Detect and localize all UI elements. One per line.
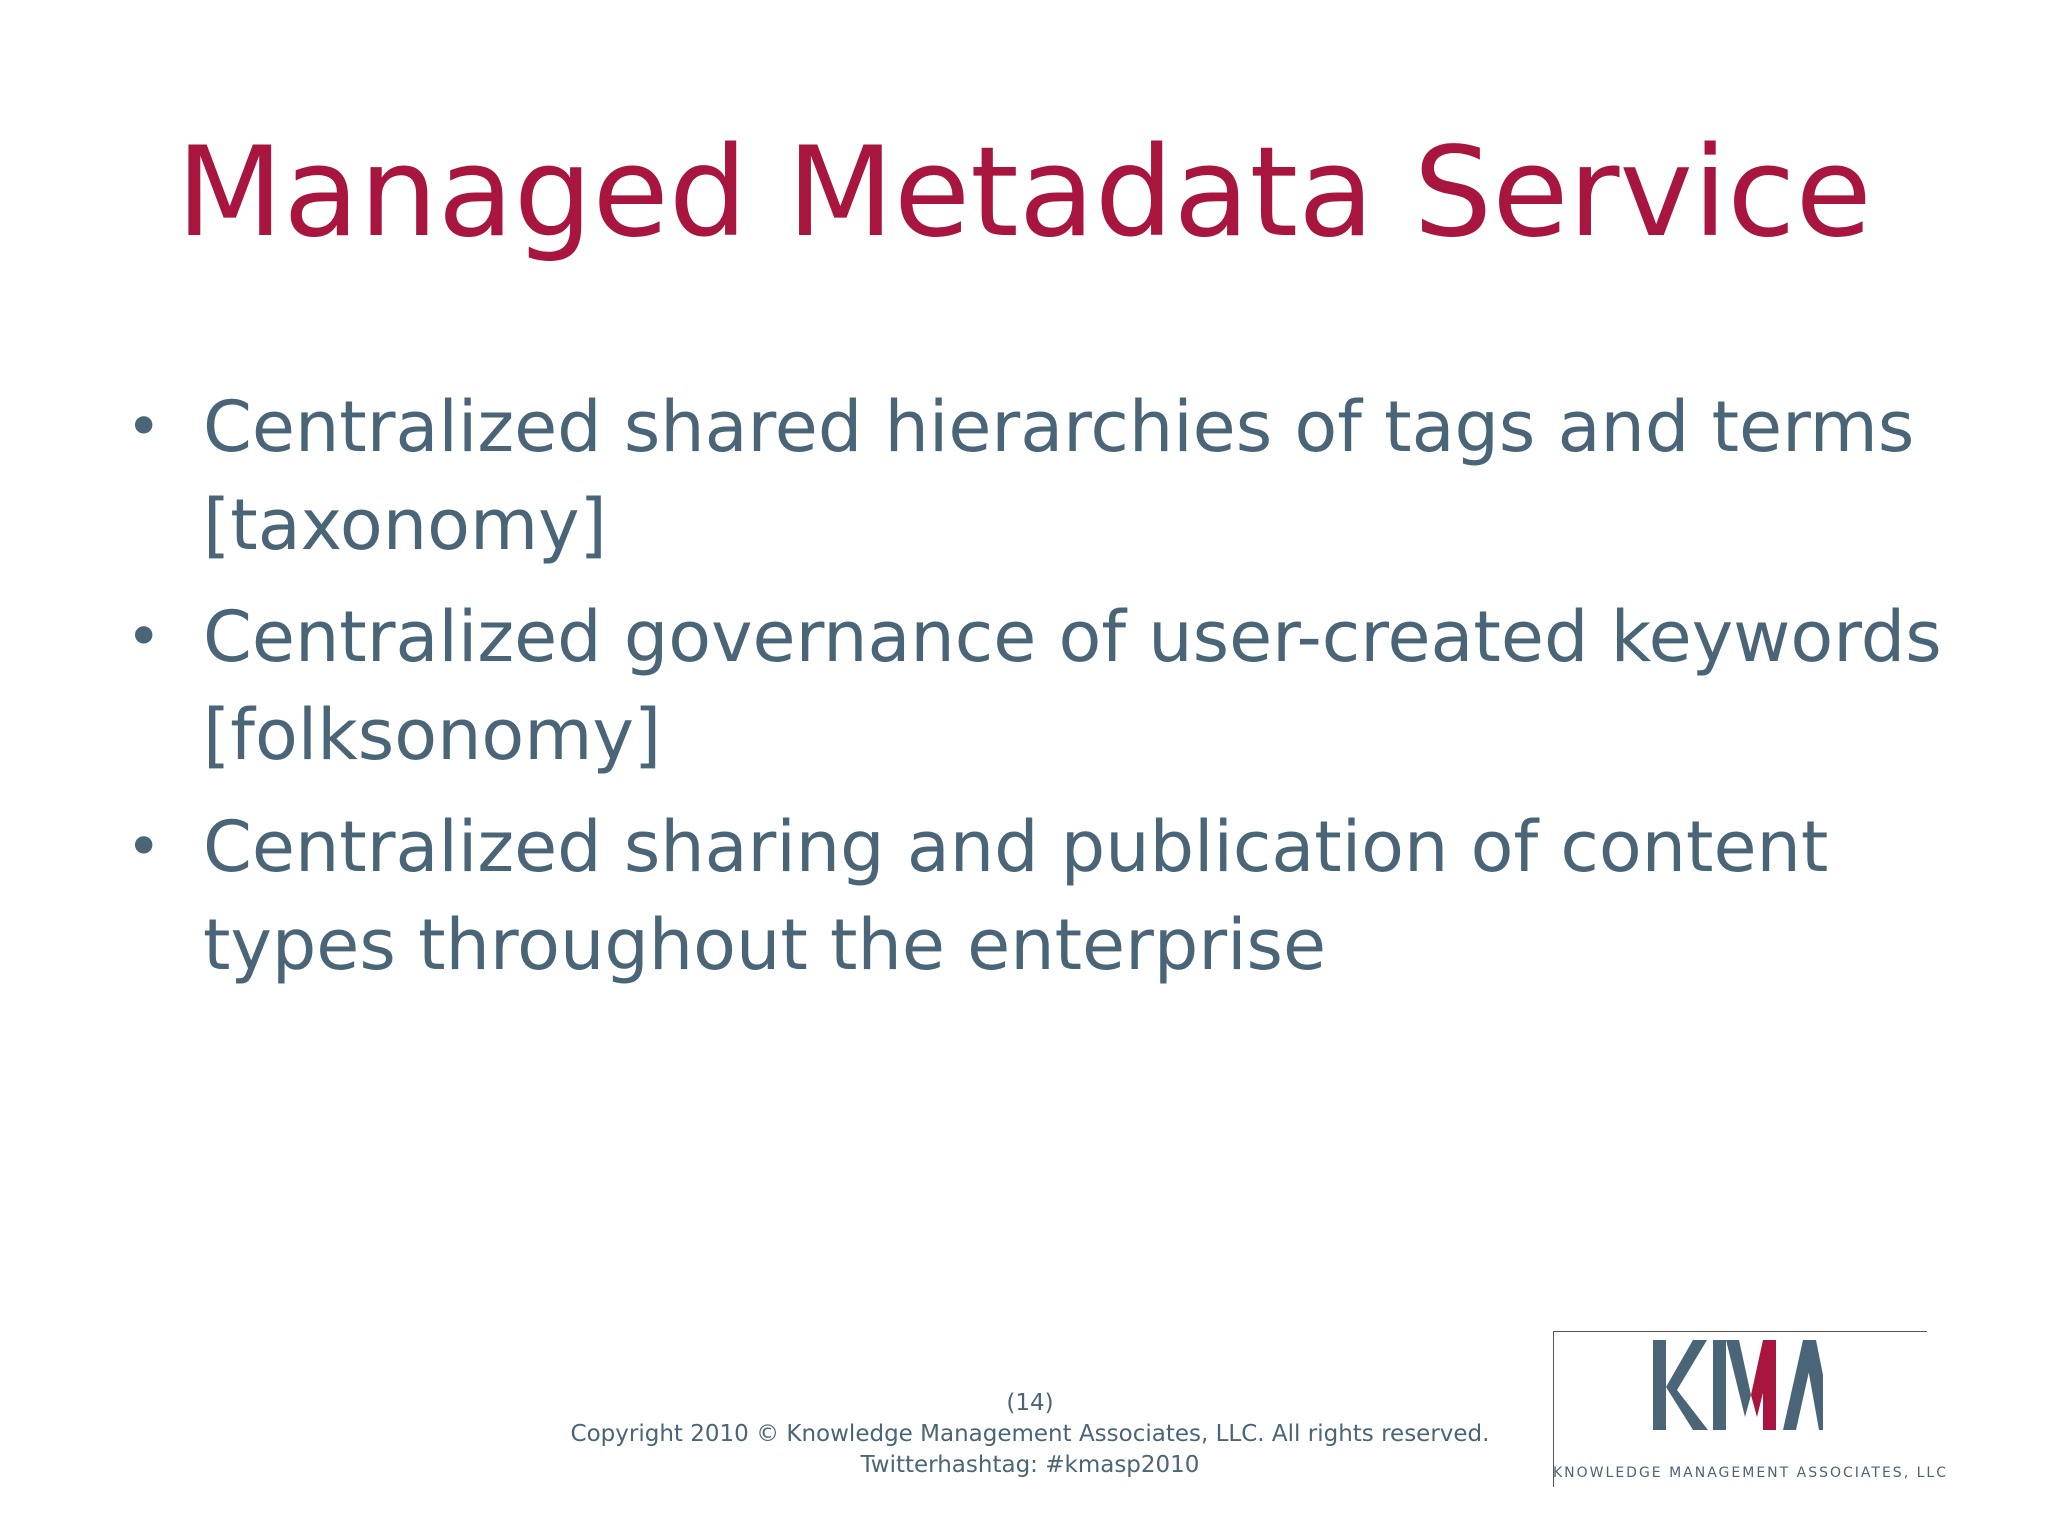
bullet-text: Centralized governance of user-created keywords [folksonomy] bbox=[203, 596, 1942, 776]
bullet-icon: • bbox=[126, 602, 162, 672]
bullet-item bbox=[118, 378, 1948, 574]
kma-logo-icon bbox=[1653, 1335, 1823, 1435]
hashtag-text: Twitterhashtag: #kmasp2010 bbox=[860, 1452, 1200, 1478]
bullet-item bbox=[118, 588, 1948, 784]
slide-title: Managed Metadata Service bbox=[176, 121, 1872, 265]
slide-footer bbox=[560, 1388, 1500, 1481]
company-logo bbox=[1553, 1331, 1948, 1487]
bullet-icon: • bbox=[126, 812, 162, 882]
page-number: (14) bbox=[1006, 1390, 1054, 1416]
copyright-text: Copyright 2010 © Knowledge Management Associates, LLC. All rights reserved. bbox=[570, 1421, 1490, 1447]
logo-company-name: KNOWLEDGE MANAGEMENT ASSOCIATES, LLC bbox=[1553, 1465, 1948, 1481]
bullet-list bbox=[118, 378, 1948, 1008]
logo-frame-left bbox=[1553, 1331, 1554, 1487]
logo-frame-top bbox=[1553, 1331, 1927, 1332]
bullet-item bbox=[118, 798, 1948, 994]
bullet-icon: • bbox=[126, 392, 162, 462]
bullet-text: Centralized sharing and publication of content types throughout the enterprise bbox=[203, 806, 1829, 986]
bullet-text: Centralized shared hierarchies of tags and terms [taxonomy] bbox=[203, 386, 1915, 566]
